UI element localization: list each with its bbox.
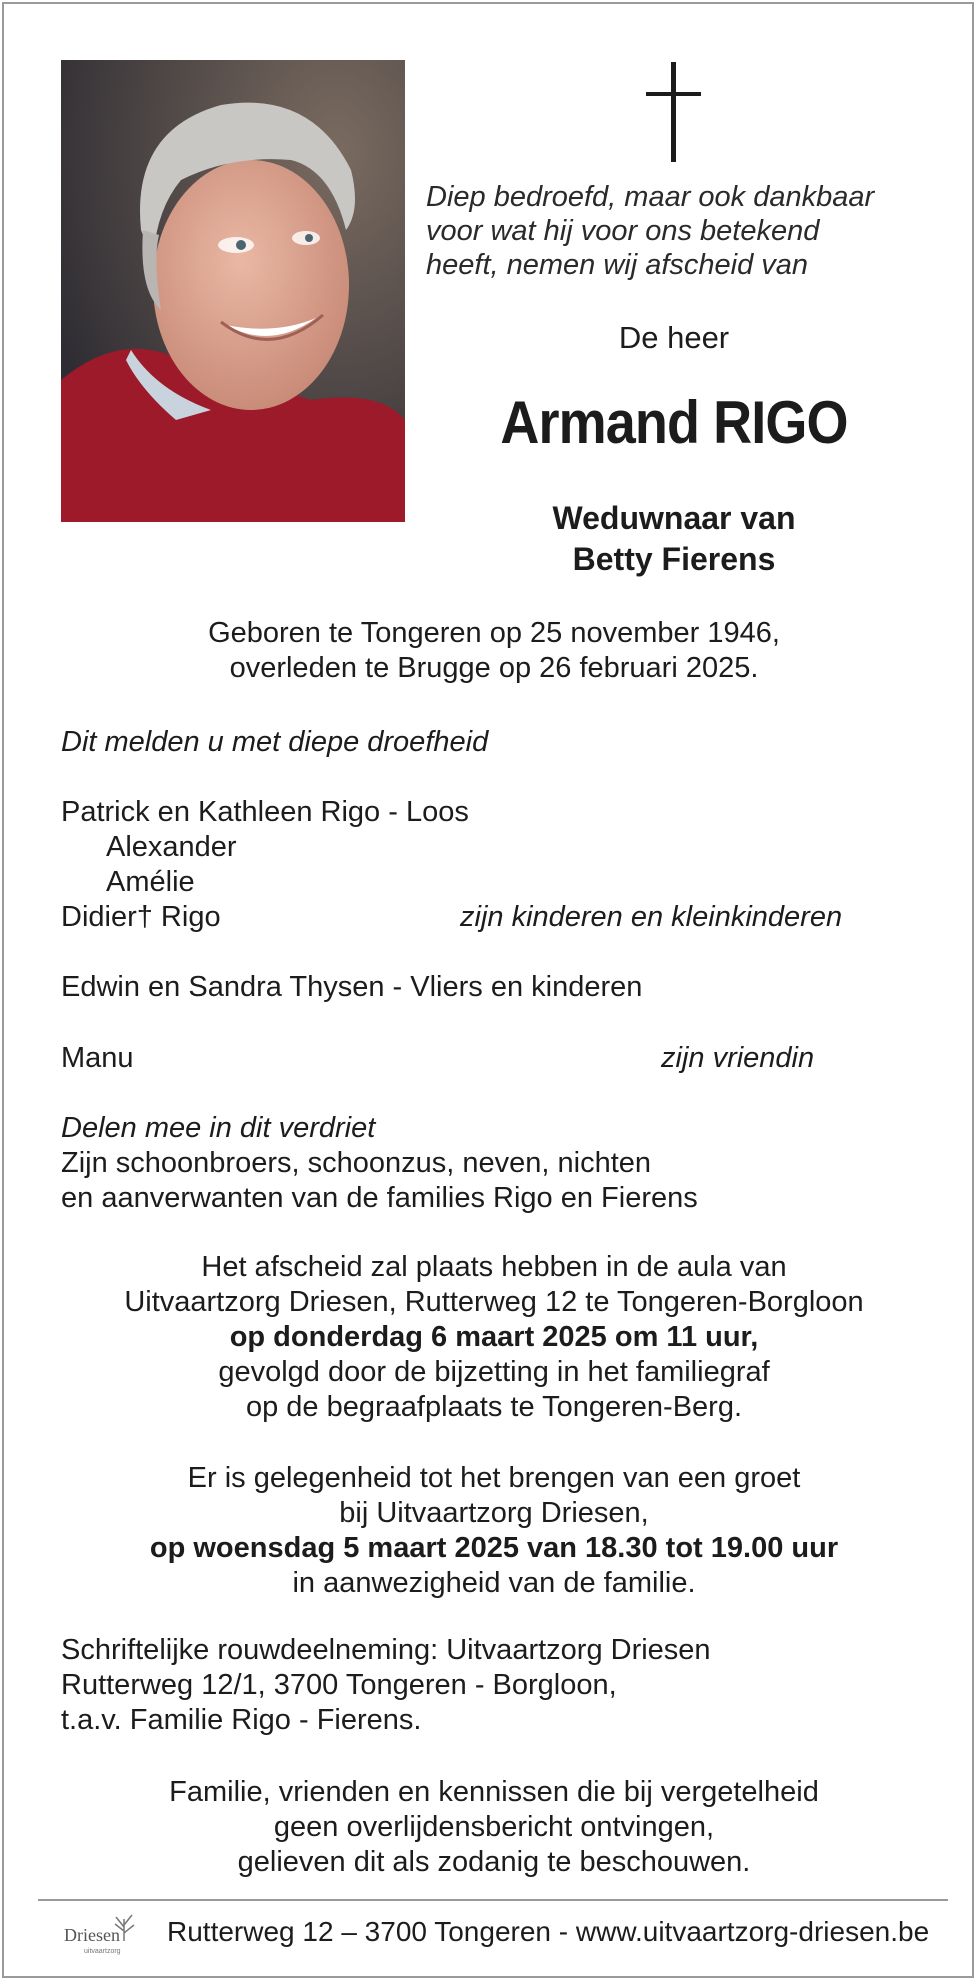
ceremony-date: op donderdag 6 maart 2025 om 11 uur, [229, 1321, 759, 1353]
widower-line-2: Betty Fierens [572, 541, 776, 577]
born-line: Geboren te Tongeren op 25 november 1946, [208, 617, 780, 649]
intro-line-1: Diep bedroefd, maar ook dankbaar [426, 181, 875, 213]
footer-address: Rutterweg 12 – 3700 Tongeren - www.uitvaartzorg-driesen.be [167, 1916, 930, 1947]
ceremony-line-4: gevolgd door de bijzetting in het familiegraf [218, 1356, 770, 1388]
grandchild-2: Amélie [106, 866, 195, 898]
logo-subtitle: uitvaartzorg [84, 1948, 121, 1955]
ceremony-line-1: Het afscheid zal plaats hebben in de aula van [201, 1251, 787, 1283]
grandchild-1: Alexander [106, 831, 237, 863]
widower-line-1: Weduwnaar van [552, 500, 796, 536]
share-line-1: Zijn schoonbroers, schoonzus, neven, nichten [61, 1147, 652, 1179]
intro-text [426, 180, 926, 282]
birth-death-info [64, 616, 924, 686]
funeral-home-logo [60, 1907, 150, 1963]
announce-label: Dit melden u met diepe droefheid [61, 726, 489, 758]
ceremony-line-5: op de begraafplaats te Tongeren-Berg. [245, 1391, 743, 1423]
closing-line-2: geen overlijdensbericht ontvingen, [273, 1811, 715, 1843]
intro-line-3: heeft, nemen wij afscheid van [426, 249, 809, 281]
died-line: overleden te Brugge op 26 februari 2025. [229, 652, 759, 684]
ceremony-info [64, 1250, 924, 1425]
visitation-info [64, 1461, 924, 1601]
cross-icon [644, 62, 704, 162]
share-line-2: en aanverwanten van de families Rigo en Fierens [61, 1182, 698, 1214]
footer-divider [38, 1899, 948, 1901]
share-label: Delen mee in dit verdriet [61, 1112, 376, 1144]
family-line-4: Didier† Rigo [61, 901, 221, 933]
closing-note [64, 1775, 924, 1880]
written-line-1: Schriftelijke rouwdeelneming: Uitvaartzorg Driesen [61, 1634, 711, 1666]
visit-line-2: bij Uitvaartzorg Driesen, [339, 1497, 649, 1529]
written-line-2: Rutterweg 12/1, 3700 Tongeren - Borgloon, [61, 1669, 617, 1701]
ceremony-line-2: Uitvaartzorg Driesen, Rutterweg 12 te Tongeren-Borgloon [124, 1286, 864, 1318]
closing-line-3: gelieven dit als zodanig te beschouwen. [237, 1846, 751, 1878]
family-line-6: Manu [61, 1042, 134, 1074]
logo-wordmark: Driesen [64, 1925, 120, 1945]
portrait-photo [61, 60, 405, 522]
family-line-1: Patrick en Kathleen Rigo - Loos [61, 796, 469, 828]
deceased-name: Armand RIGO [500, 389, 848, 456]
written-line-3: t.a.v. Familie Rigo - Fierens. [61, 1704, 422, 1736]
relation-children: zijn kinderen en kleinkinderen [460, 901, 843, 933]
family-line-5: Edwin en Sandra Thysen - Vliers en kinderen [61, 971, 643, 1003]
closing-line-1: Familie, vrienden en kennissen die bij vergetelheid [169, 1776, 819, 1808]
relation-friend: zijn vriendin [661, 1042, 815, 1074]
obituary-card [2, 2, 974, 1978]
visit-date: op woensdag 5 maart 2025 van 18.30 tot 19.00 uur [149, 1532, 839, 1564]
honorific: De heer [618, 320, 730, 355]
intro-line-2: voor wat hij voor ons betekend [426, 215, 820, 247]
visit-line-1: Er is gelegenheid tot het brengen van een groet [187, 1462, 801, 1494]
widower-of [474, 498, 874, 580]
visit-line-4: in aanwezigheid van de familie. [292, 1567, 696, 1599]
